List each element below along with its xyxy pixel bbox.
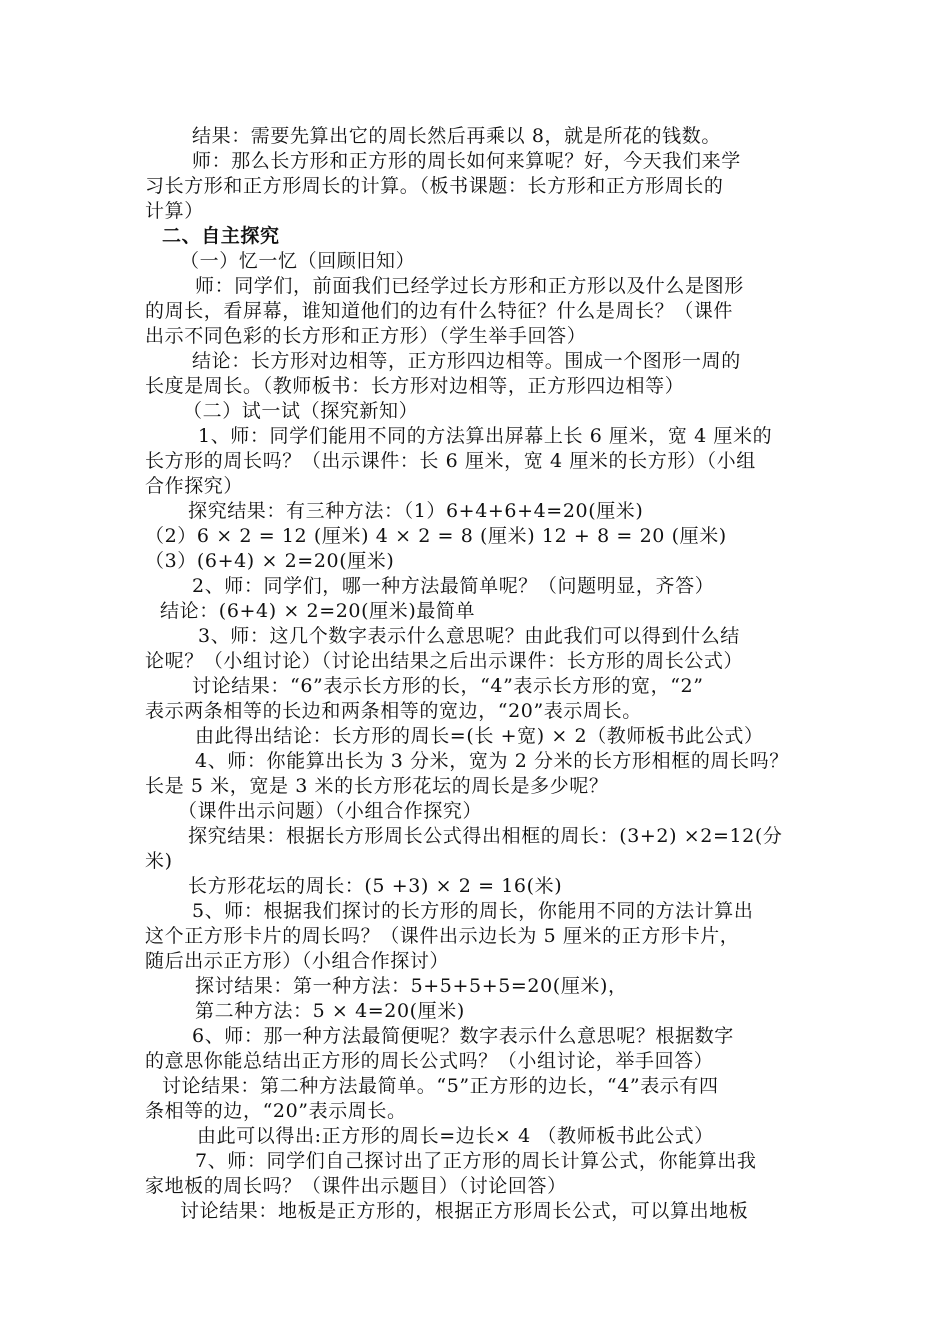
- text-line: 由此得出结论：长方形的周长=(长 +宽) × 2（教师板书此公式）: [195, 725, 764, 747]
- text-line: 讨论结果：“6”表示长方形的长，“4”表示长方形的宽，“2”: [192, 675, 704, 697]
- text-line: 第二种方法：5 × 4=20(厘米): [195, 1000, 465, 1022]
- text-line: 7、师：同学们自己探讨出了正方形的周长计算公式，你能算出我: [195, 1150, 757, 1172]
- text-line: 讨论结果：地板是正方形的，根据正方形周长公式，可以算出地板: [180, 1200, 749, 1222]
- section-heading: 二、自主探究: [162, 225, 280, 247]
- text-line: 的周长，看屏幕，谁知道他们的边有什么特征？什么是周长？（课件: [145, 300, 734, 322]
- text-line: 这个正方形卡片的周长吗？（课件出示边长为 5 厘米的正方形卡片，: [145, 925, 740, 947]
- text-line: 结论：长方形对边相等，正方形四边相等。围成一个图形一周的: [192, 350, 741, 372]
- text-line: （课件出示问题）（小组合作探究）: [178, 800, 483, 822]
- text-line: 探究结果：有三种方法：（1）6+4+6+4=20(厘米): [188, 500, 644, 522]
- text-line: 3、师：这几个数字表示什么意思呢？由此我们可以得到什么结: [198, 625, 740, 647]
- text-line: 1、师：同学们能用不同的方法算出屏幕上长 6 厘米，宽 4 厘米的: [198, 425, 773, 447]
- text-line: 6、师：那一种方法最简便呢？数字表示什么意思呢？根据数字: [192, 1025, 734, 1047]
- text-line: 结果：需要先算出它的周长然后再乘以 8，就是所花的钱数。: [192, 125, 721, 147]
- subsection-heading: （一）忆一忆（回顾旧知）: [180, 250, 416, 272]
- text-line: 论呢？（小组讨论）（讨论出结果之后出示课件：长方形的周长公式）: [145, 650, 744, 672]
- text-line: 家地板的周长吗？（课件出示题目）（讨论回答）: [145, 1175, 567, 1197]
- text-line: 讨论结果：第二种方法最简单。“5”正方形的边长，“4”表示有四: [162, 1075, 719, 1097]
- subsection-heading: （二）试一试（探究新知）: [183, 400, 419, 422]
- text-line: 师：那么长方形和正方形的周长如何来算呢？好，今天我们来学: [192, 150, 741, 172]
- text-line: 2、师：同学们，哪一种方法最简单呢？（问题明显，齐答）: [192, 575, 715, 597]
- text-line: 合作探究）: [145, 475, 244, 497]
- text-line: 长方形花坛的周长：(5 +3) × 2 = 16(米): [188, 875, 563, 897]
- text-line: 条相等的边，“20”表示周长。: [145, 1100, 407, 1122]
- text-line: 结论：(6+4) × 2=20(厘米)最简单: [160, 600, 476, 622]
- text-line: 师：同学们，前面我们已经学过长方形和正方形以及什么是图形: [195, 275, 744, 297]
- text-line: 米): [145, 850, 173, 872]
- text-line: 表示两条相等的长边和两条相等的宽边，“20”表示周长。: [145, 700, 642, 722]
- text-line: 计算）: [145, 200, 204, 222]
- text-line: 5、师：根据我们探讨的长方形的周长，你能用不同的方法计算出: [192, 900, 754, 922]
- text-line: 4、师：你能算出长为 3 分米，宽为 2 分米的长方形相框的周长吗？: [195, 750, 789, 772]
- text-line: 随后出示正方形）（小组合作探讨）: [145, 950, 450, 972]
- text-line: 的意思你能总结出正方形的周长公式吗？（小组讨论，举手回答）: [145, 1050, 714, 1072]
- text-line: 探究结果：根据长方形周长公式得出相框的周长：(3+2) ×2=12(分: [188, 825, 783, 847]
- text-line: 由此可以得出:正方形的周长=边长× 4 （教师板书此公式）: [197, 1125, 714, 1147]
- text-line: 长是 5 米，宽是 3 米的长方形花坛的周长是多少呢？: [145, 775, 609, 797]
- text-line: 长度是周长。（教师板书：长方形对边相等，正方形四边相等）: [145, 375, 685, 397]
- text-line: 出示不同色彩的长方形和正方形）（学生举手回答）: [145, 325, 587, 347]
- text-line: （2）6 × 2 = 12 (厘米) 4 × 2 = 8 (厘米) 12 + 8 = 20 (厘米): [145, 525, 727, 547]
- text-line: 探讨结果：第一种方法：5+5+5+5=20(厘米)，: [195, 975, 628, 997]
- text-line: （3）(6+4) × 2=20(厘米): [145, 550, 395, 572]
- text-line: 长方形的周长吗？（出示课件：长 6 厘米，宽 4 厘米的长方形）（小组: [145, 450, 756, 472]
- text-line: 习长方形和正方形周长的计算。（板书课题：长方形和正方形周长的: [145, 175, 724, 197]
